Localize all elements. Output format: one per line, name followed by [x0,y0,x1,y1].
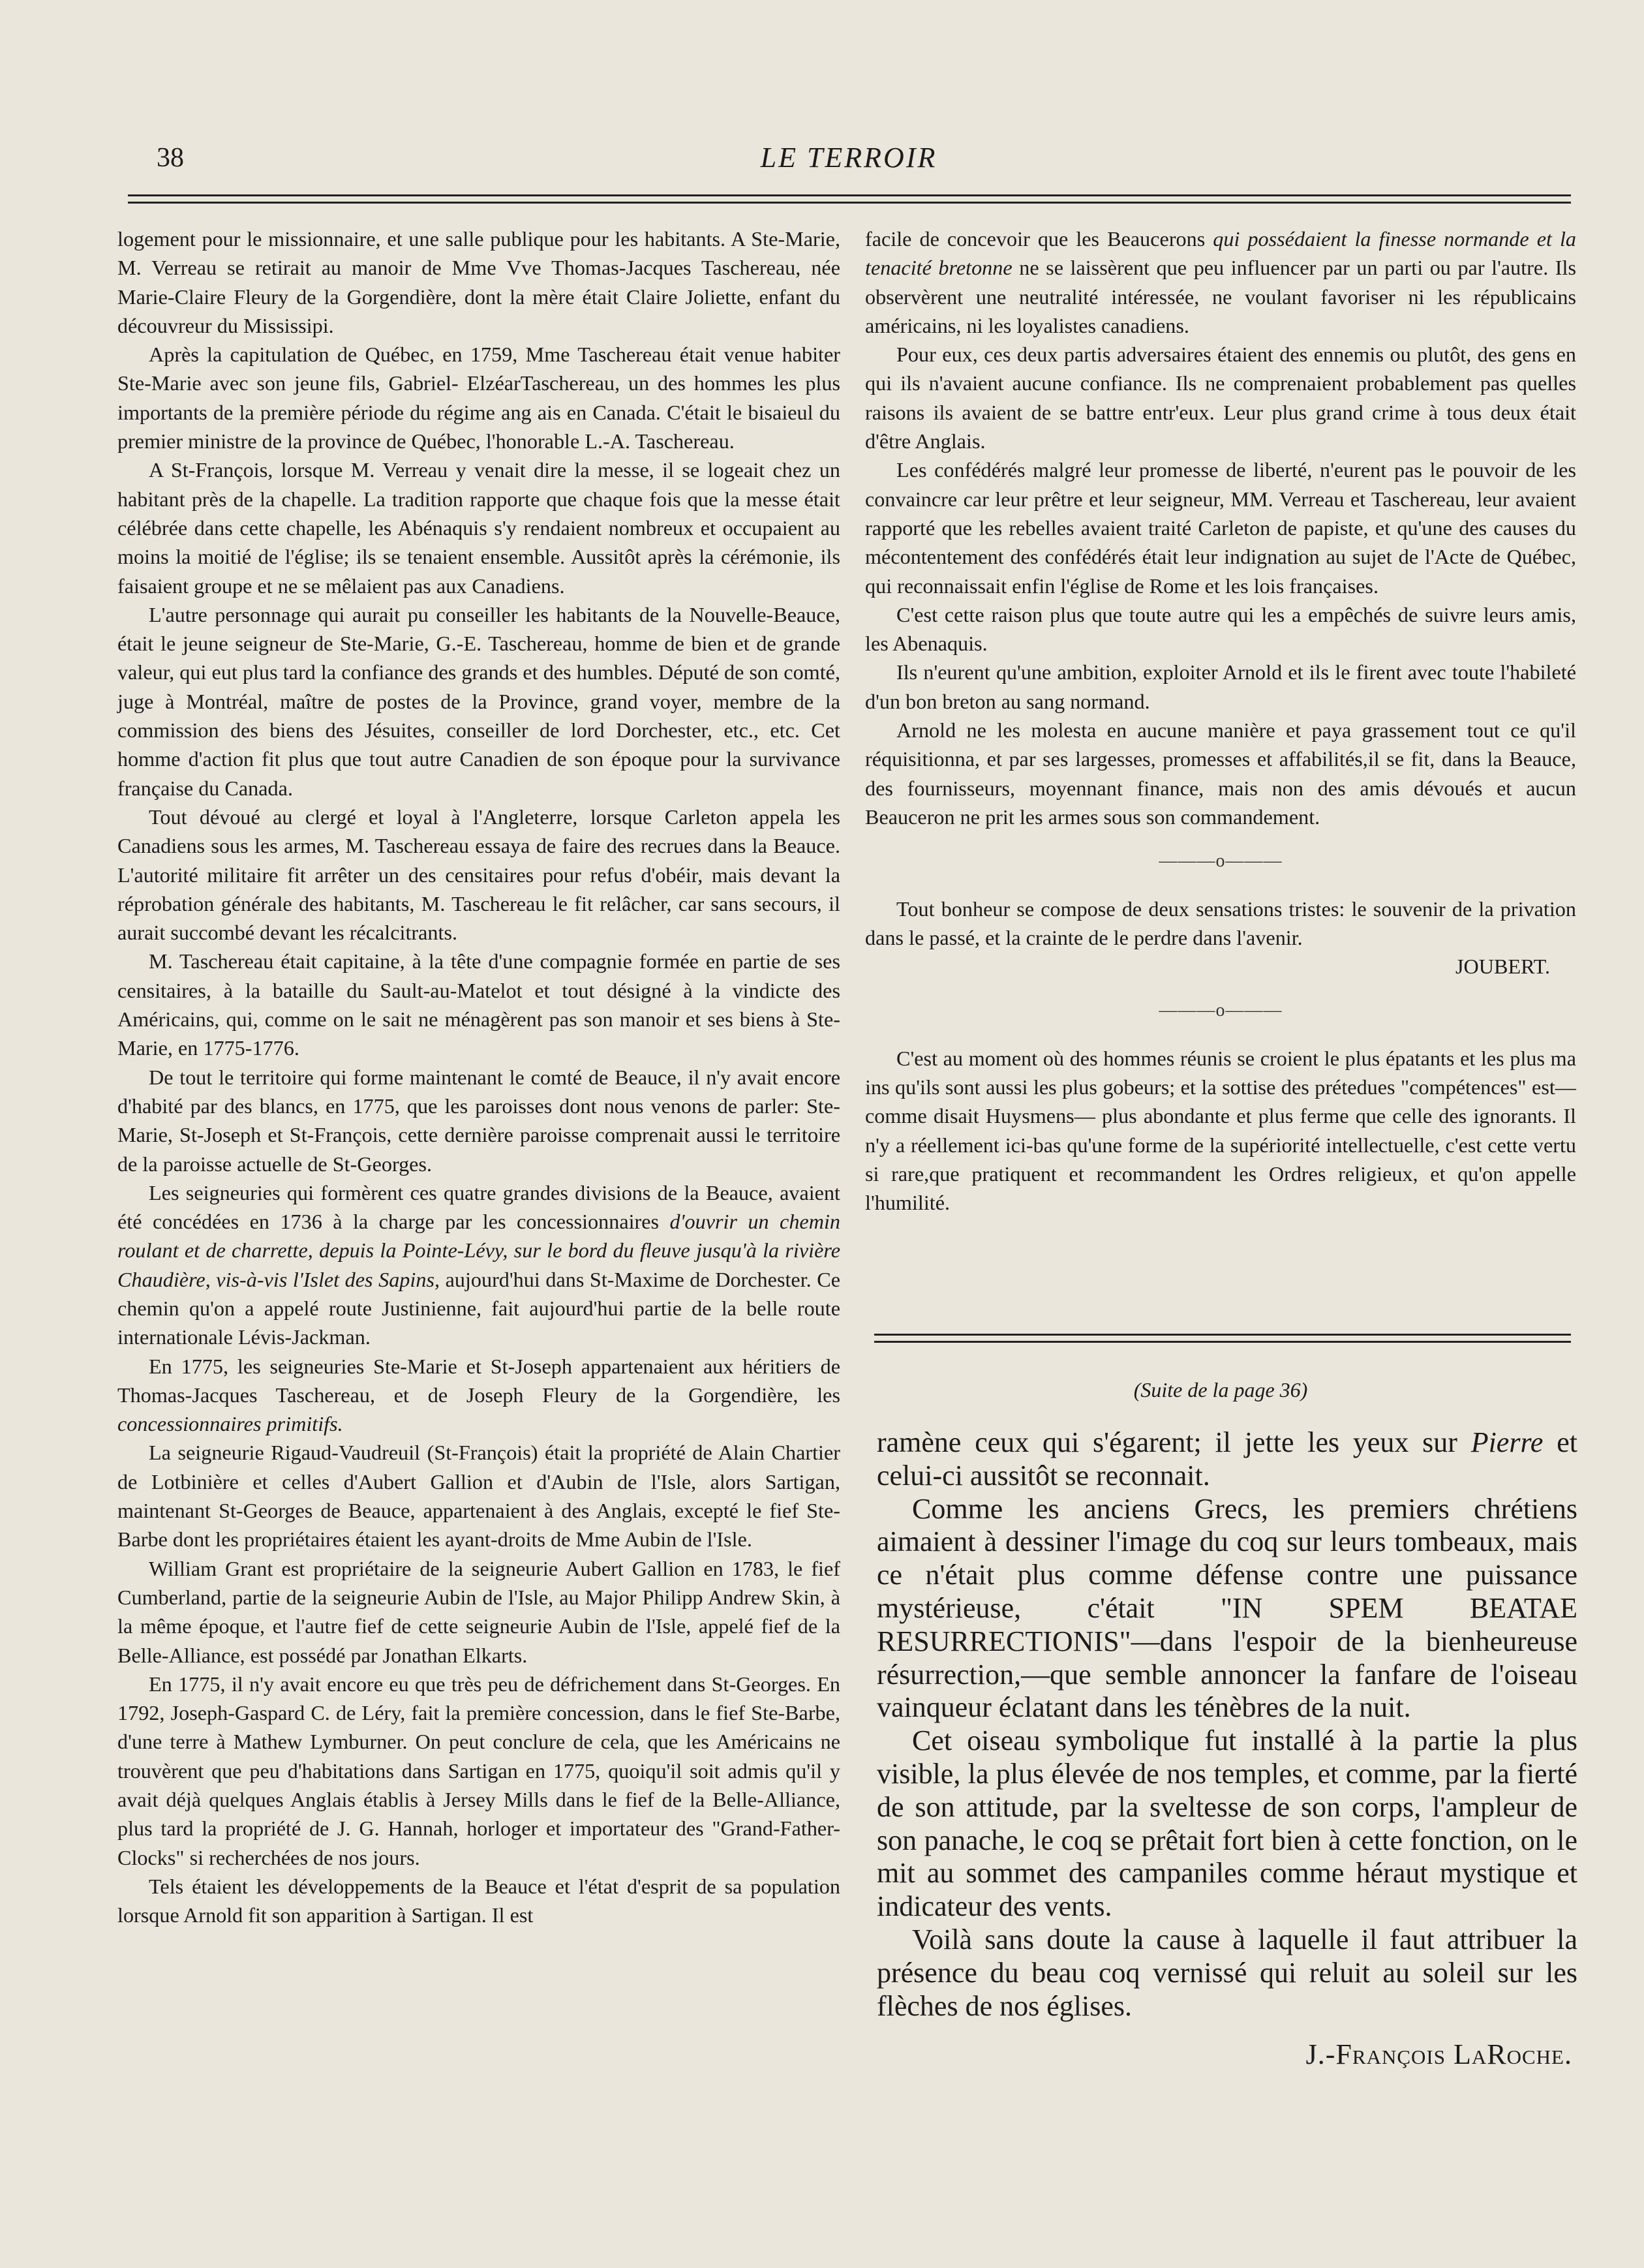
text-run: ne se laissèrent que peu influencer par un parti ou par l'autre. Ils observèrent une neutralité intéressée, ne voulant favoriser ni les républicains américains, ni les loyalistes canadiens. [865,256,1576,337]
paragraph: En 1775, il n'y avait encore eu que très peu de défrichement dans St-Georges. En 1792, Joseph-Gaspard C. de Léry, fait la première concession, dans le fief Ste-Barbe, d'une terre à Mathew Lymburner. On peut conclure de cela, que les Américains ne trouvèrent que peu d'habitations dans Sartigan en 1775, quoiqu'il soit admis qu'il y avait déjà quelques Anglais établis à Jersey Mills dans le fief de la Belle-Alliance, plus tard la propriété de J. G. Hannah, horloger et importateur des "Grand-Father-Clocks" si recherchées de nos jours. [117,1672,840,1869]
paragraph: William Grant est propriétaire de la seigneurie Aubert Gallion en 1783, le fief Cumberland, partie de la seigneurie Aubin de l'Isle, au Major Philipp Andrew Skin, à la même époque, et l'autre fief de cette seigneurie Aubin de l'Isle, appelé fief de la Belle-Alliance, est possédé par Jonathan Elkarts. [117,1556,840,1667]
paragraph: La seigneurie Rigaud-Vaudreuil (St-François) était la propriété de Alain Chartier de Lotbinière et celles d'Aubert Gallion et d'Aubin de l'Isle, alors Sartigan, maintenant St-Georges de Beauce, appartenaient à des Anglais, excepté le fief Ste-Barbe dont les propriétaires étaient les ayant-droits de Mme Aubin de l'Isle. [117,1441,840,1552]
paragraph-concessions [117,1178,840,1352]
text-run: Comme les anciens Grecs, les premiers chrétiens aimaient à dessiner l'image du coq sur leurs tombeaux, mais ce n'était plus comme défense contre une puissance mystérieuse, c'était [877,1492,1577,1624]
maxim-author: JOUBERT. [1455,955,1550,979]
paragraph: Tels étaient les développements de la Beauce et l'état d'esprit de sa population lorsque Arnold fit son apparition à Sartigan. Il est [117,1874,840,1927]
text-run: ramène ceux qui s'égarent; il jette les yeux sur [877,1426,1471,1458]
paragraph [877,1493,1577,1725]
text-run: —dans l'espoir de la bienheureuse résurrection,—que semble annoncer la fanfare de l'oiseau vainqueur éclatant dans les ténèbres de la nuit. [877,1625,1577,1724]
continuation-heading: (Suite de la page 36) [1133,1378,1308,1402]
text-run: aujourd'hui dans St-Maxime de Dorchester. Ce chemin qu'on a appelé route Justinienne, fait aujourd'hui partie de la belle route internationale Lévis-Jackman. [117,1267,840,1349]
section-double-rule [874,1334,1571,1343]
text-run: et celui-ci aussitôt se reconnait. [877,1426,1577,1492]
maxim-text: Tout bonheur se compose de deux sensations tristes: le souvenir de la privation dans le passé, et la crainte de le perdre dans l'avenir. [865,896,1576,949]
paragraph: Pour eux, ces deux partis adversaires étaient des ennemis ou plutôt, des gens en qui ils n'avaient aucune confiance. Ils ne comprenaient probablement pas quelles raisons ils avaient de se battre entr'eux. Leur plus grand crime à tous deux était d'être Anglais. [865,343,1576,453]
italic-quote: d'ouvrir un chemin roulant et de charrette, depuis la Pointe-Lévy, sur le bord du fleuve jusqu'à la rivière Chaudière, vis-à-vis l'Islet des Sapins, [117,1210,840,1291]
journal-title: LE TERROIR [760,142,937,174]
humility-text: C'est au moment où des hommes réunis se croient le plus épatants et les plus ma ins qu'ils sont aussi les plus gobeurs; et la sottise des prétedues "compétences" est—comme disait Huysmens— plus abondante et plus ferme que celle des ignorants. Il n'y a réellement ici-bas qu'une forme de la supériorité intellectuelle, c'est cette vertu si rare,que pratiquent et recommandent les Ordres religieux, et qu'on appelle l'humilité. [865,1046,1576,1215]
paragraph: L'autre personnage qui aurait pu conseiller les habitants de la Nouvelle-Beauce, était le jeune seigneur de Ste-Marie, G.-E. Taschereau, homme de bien et de grande valeur, qui eut plus tard la confiance des grands et des humbles. Député de son comté, juge à Montréal, maître de postes de la Province, grand voyer, membre de la commission des biens des Jésuites, conseiller de lord Dorchester, etc., etc. Cet homme d'action fit plus que tout autre Canadien de son époque pour la survivance française du Canada. [117,602,840,800]
paragraph: C'est cette raison plus que toute autre qui les a empêchés de suivre leurs amis, les Abenaquis. [865,602,1576,656]
paragraph: M. Taschereau était capitaine, à la tête d'une compagnie formée en partie de ses censitaires, à la bataille du Sault-au-Matelot et tout désigné à la vindicte des Américains, qui, comme on le sait ne ménagèrent pas son manoir et ses biens à Ste-Marie, en 1775-1776. [117,949,840,1060]
author-signature: J.-François LaRoche. [1305,2038,1572,2071]
section-divider: ———o——— [1159,1000,1283,1021]
left-column [117,224,840,1930]
text-run: En 1775, les seigneuries Ste-Marie et St-Joseph appartenaient aux héritiers de Thomas-Jacques Taschereau, et de Joseph Fleury de la Gorgendière, les [117,1354,840,1407]
paragraph: logement pour le missionnaire, et une salle publique pour les habitants. A Ste-Marie, M. Verreau se retirait au manoir de Mme Vve Thomas-Jacques Taschereau, née Marie-Claire Fleury de la Gorgendière, dont la mère était Claire Joliette, enfant du découvreur du Mississipi. [117,227,840,337]
text-run: Les seigneuries qui formèrent ces quatre grandes divisions de la Beauce, avaient été concédées en 1736 à la charge par les concessionnaires [117,1180,840,1234]
text-run: facile de concevoir que les Beaucerons [865,227,1213,251]
latin-inscription: "IN SPEM BEATAE RESURRECTIONIS" [877,1591,1577,1657]
paragraph: Ils n'eurent qu'une ambition, exploiter Arnold et ils le firent avec toute l'habileté d'un bon breton au sang normand. [865,660,1576,713]
paragraph: Arnold ne les molesta en aucune manière et paya grassement tout ce qu'il réquisitionna, et par ses largesses, promesses et affabilités,il se fit, dans la Beauce, des fournisseurs, moyennant finance, mais non des amis dévoués et aucun Beauceron ne prit les armes sous son commandement. [865,718,1576,829]
page-number: 38 [157,143,184,173]
page-header [128,138,1570,177]
continued-article [877,1426,1577,2072]
paragraph-continued [877,1426,1577,1493]
right-column [865,224,1576,1218]
paragraph: A St-François, lorsque M. Verreau y venait dire la messe, il se logeait chez un habitant près de la chapelle. La tradition rapporte que chaque fois que la messe était célébrée dans cette chapelle, les Abénaquis s'y rendaient nombreux et occupaient au moins la moitié de l'église; ils se tenaient ensemble. Aussitôt après la cérémonie, ils faisaient groupe et ne se mêlaient pas aux Canadiens. [117,458,840,598]
paragraph: Voilà sans doute la cause à laquelle il faut attribuer la présence du beau coq vernissé qui reluit au soleil sur les flèches de nos églises. [877,1923,1577,2022]
paragraph: De tout le territoire qui forme maintenant le comté de Beauce, il n'y avait encore d'habité par des blancs, en 1775, que les paroisses dont nous venons de parler: Ste-Marie, St-Joseph et St-François, cette dernière paroisse comprenait aussi le territoire de la paroisse actuelle de St-Georges. [117,1065,840,1176]
italic-name: Pierre [1470,1426,1544,1458]
paragraph: Tout dévoué au clergé et loyal à l'Angleterre, lorsque Carleton appela les Canadiens sous les armes, M. Taschereau essaya de faire des recrues dans la Beauce. L'autorité militaire fit arrêter un des censitaires pour refus d'obéir, mais devant la réprobation générale des habitants, M. Taschereau le fit relâcher, car sans secours, il aurait succombé devant les récalcitrants. [117,805,840,945]
italic-phrase: qui possédaient la finesse normande et la tenacité bretonne [865,227,1576,280]
paragraph-continued [865,224,1576,340]
paragraph: Cet oiseau symbolique fut installé à la partie la plus visible, la plus élevée de nos temples, et comme, par la fierté de son attitude, par la sveltesse de son corps, l'ampleur de son panache, le coq se prêtait fort bien à cette fonction, on le mit au sommet des campaniles comme héraut mystique et indicateur des vents. [877,1724,1577,1923]
paragraph-1775 [117,1352,840,1439]
italic-phrase: concessionnaires primitifs. [117,1412,343,1436]
paragraph: Après la capitulation de Québec, en 1759, Mme Taschereau était venue habiter Ste-Marie avec son jeune fils, Gabriel- ElzéarTaschereau, un des hommes les plus importants de la première période du régime ang ais en Canada. C'était le bisaieul du premier ministre de la province de Québec, l'honorable L.-A. Taschereau. [117,343,840,453]
paragraph: Les confédérés malgré leur promesse de liberté, n'eurent pas le pouvoir de les convaincre car leur prêtre et leur seigneur, MM. Verreau et Taschereau, leur avaient rapporté que les rebelles avaient traité Carleton de papiste, et qu'une des causes du mécontentement des confédérés était leur indignation au sujet de l'Acte de Québec, qui reconnaissait enfin l'église de Rome et les lois françaises. [865,458,1576,598]
header-double-rule [128,194,1571,204]
section-divider: ———o——— [1159,851,1283,872]
